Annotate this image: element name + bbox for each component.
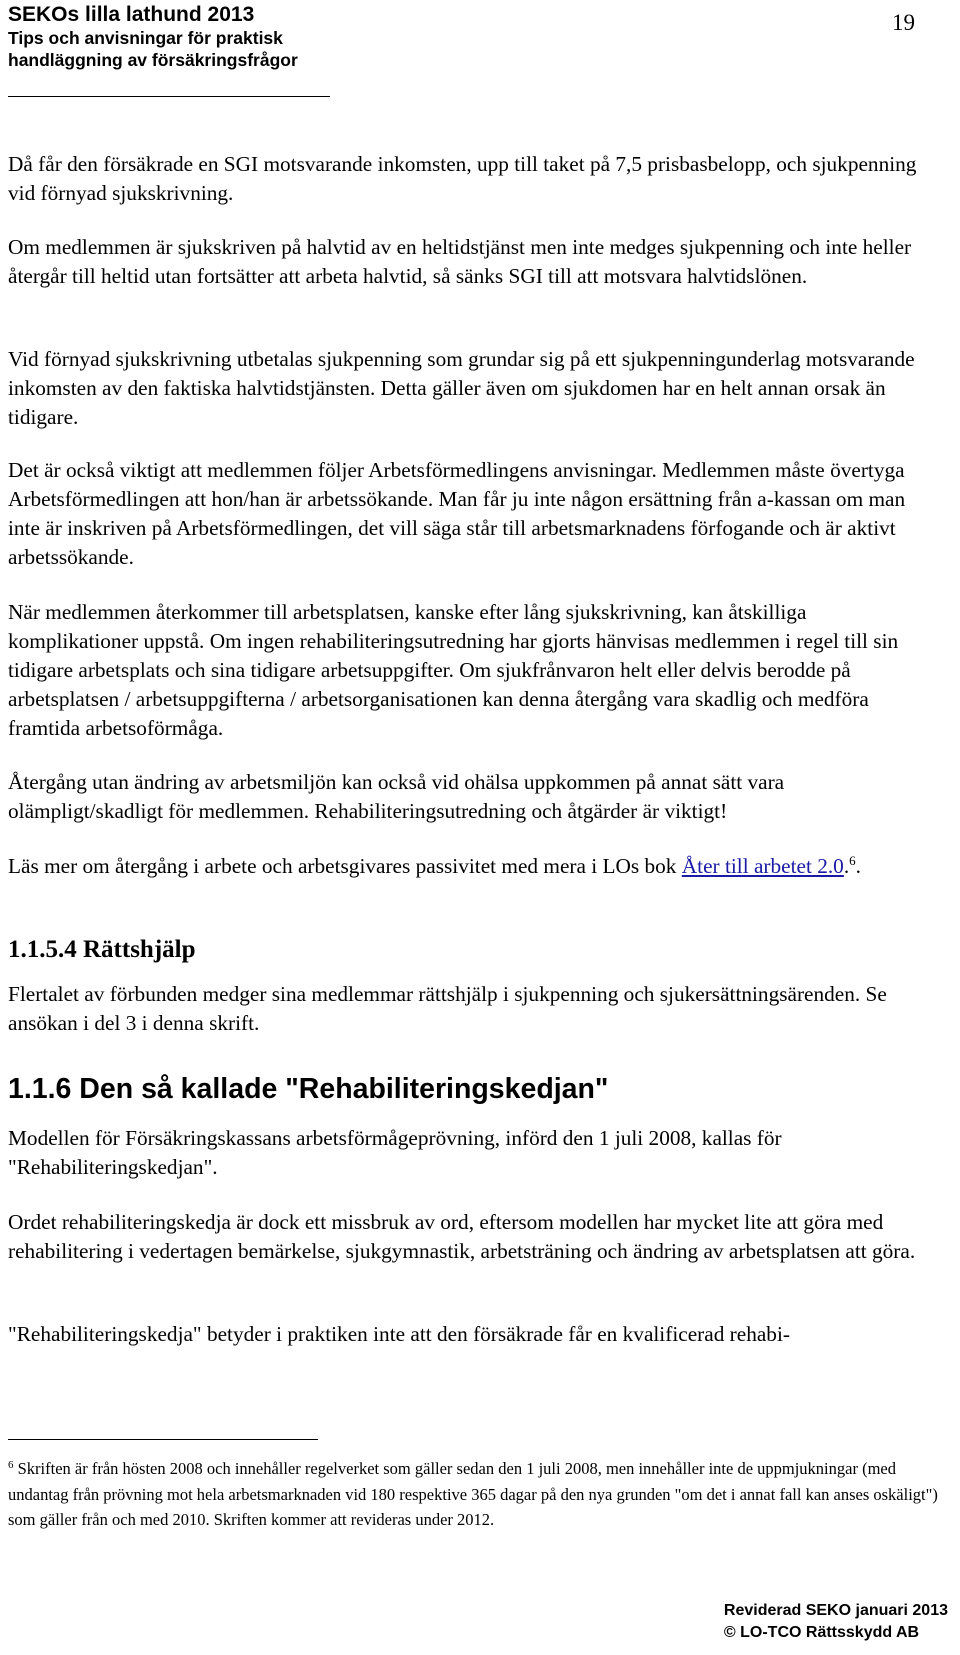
footnote-reference[interactable]: 6	[849, 853, 856, 868]
heading-rehabiliteringskedjan: 1.1.6 Den så kallade "Rehabiliteringskedjan"	[8, 1073, 609, 1105]
paragraph-aterkomst: När medlemmen återkommer till arbetsplatsen, kanske efter lång sjukskrivning, kan åtskilliga komplikationer uppstå. Om ingen rehabiliteringsutredning har gjorts hänvisas medlemmen i regel till sin tidigare arbetsplats och sina tidigare arbetsuppgifter. Om sjukfrånvaron helt eller delvis berodde på arbetsplatsen / arbetsuppgifterna / arbetsorganisationen kan denna återgång vara skadlig och medföra framtida arbetsoförmåga.	[8, 600, 899, 740]
footnote	[8, 1456, 943, 1533]
paragraph-halvtid: Om medlemmen är sjukskriven på halvtid av en heltidstjänst men inte medges sjukpenning och inte heller återgår till heltid utan fortsätter att arbeta halvtid, så sänks SGI till att motsvara halvtidslönen.	[8, 235, 912, 288]
paragraph-arbetsformedlingen: Det är också viktigt att medlemmen följer Arbetsförmedlingens anvisningar. Medlemmen måste övertyga Arbetsförmedlingen att hon/han är arbetssökande. Man får ju inte någon ersättning från a-kassan om man inte är inskriven på Arbetsförmedlingen, det vill säga står till arbetsmarknadens förfogande och är aktivt arbetssökande.	[8, 458, 906, 569]
ater-till-arbetet-link[interactable]: Åter till arbetet 2.0	[681, 854, 844, 878]
footnote-number: 6	[8, 1459, 14, 1471]
paragraph-sgi-tak: Då får den försäkrade en SGI motsvarande inkomsten, upp till taket på 7,5 prisbasbelopp, och sjukpenning vid förnyad sjukskrivning.	[8, 152, 917, 205]
las-mer-end: .	[855, 854, 861, 878]
header-title: SEKOs lilla lathund 2013	[8, 3, 255, 26]
las-mer-text: Läs mer om återgång i arbete och arbetsgivares passivitet med mera i LOs bok	[8, 854, 682, 878]
running-header	[8, 2, 298, 71]
footer-copyright: © LO-TCO Rättsskydd AB	[723, 1624, 920, 1641]
footer-revision: Reviderad SEKO januari 2013	[723, 1602, 948, 1619]
footnote-rule	[8, 1439, 318, 1440]
paragraph-fornyad-sjukskrivning: Vid förnyad sjukskrivning utbetalas sjukpenning som grundar sig på ett sjukpenningunderlag motsvarande inkomsten av den faktiska halvtidstjänsten. Detta gäller även om sjukdomen har en helt annan orsak än tidigare.	[8, 347, 915, 429]
header-rule	[8, 96, 330, 97]
page-footer	[724, 1600, 948, 1644]
paragraph-las-mer	[8, 852, 938, 881]
heading-rattshjalp: 1.1.5.4 Rättshjälp	[8, 936, 196, 963]
header-subtitle-line1: Tips och anvisningar för praktisk	[8, 28, 283, 48]
paragraph-rattshjalp: Flertalet av förbunden medger sina medlemmar rättshjälp i sjukpenning och sjukersättningsärenden. Se ansökan i del 3 i denna skrift.	[8, 982, 887, 1035]
paragraph-rehabiliteringskedja: "Rehabiliteringskedja" betyder i praktiken inte att den försäkrade får en kvalificerad rehabi-	[8, 1322, 790, 1346]
paragraph-modellen: Modellen för Försäkringskassans arbetsförmågeprövning, införd den 1 juli 2008, kallas för "Rehabiliteringskedjan".	[8, 1126, 782, 1179]
paragraph-ordet: Ordet rehabiliteringskedja är dock ett missbruk av ord, eftersom modellen har mycket lite att göra med rehabilitering i vedertagen bemärkelse, sjukgymnastik, arbetsträning och ändring av arbetsplatsen att göra.	[8, 1210, 916, 1263]
footnote-text: Skriften är från hösten 2008 och innehåller regelverket som gäller sedan den 1 juli 2008, men innehåller inte de uppmjukningar (med undantag från prövning mot hela arbetsmarknaden vid 180 respektive 365 dagar på den nya grunden "om det i annat fall kan anses oskäligt") som gäller från och med 2010. Skriften kommer att revideras under 2012.	[8, 1459, 938, 1529]
page-number: 19	[892, 10, 915, 35]
paragraph-arbetsmiljo: Återgång utan ändring av arbetsmiljön kan också vid ohälsa uppkommen på annat sätt vara olämpligt/skadligt för medlemmen. Rehabiliteringsutredning och åtgärder är viktigt!	[8, 770, 785, 823]
header-subtitle-line2: handläggning av försäkringsfrågor	[8, 50, 298, 70]
las-mer-period: .	[843, 854, 850, 878]
